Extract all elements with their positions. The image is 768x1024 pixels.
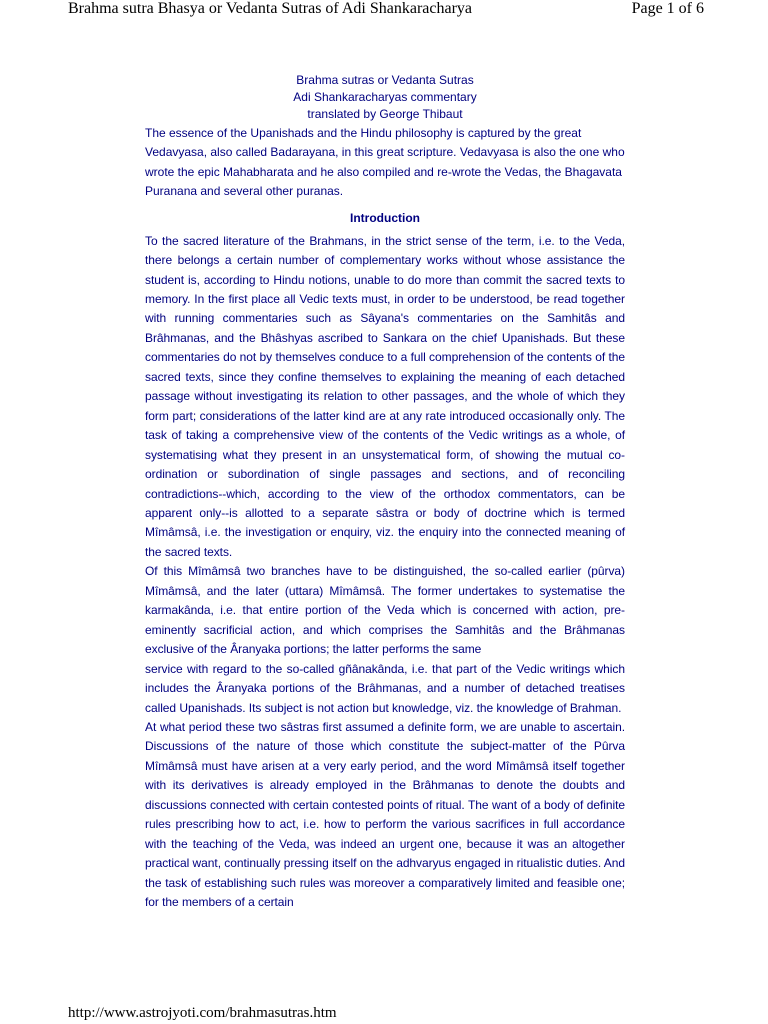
page-header: [68, 0, 704, 22]
document-title: Brahma sutra Bhasya or Vedanta Sutras of Adi Shankaracharya: [68, 0, 473, 17]
title-line-2: Adi Shankaracharyas commentary: [293, 90, 477, 104]
page-indicator: Page 1 of 6: [631, 0, 704, 17]
title-block: [145, 72, 625, 123]
title-line-3: translated by George Thibaut: [307, 107, 463, 121]
source-url: http://www.astrojyoti.com/brahmasutras.htm: [68, 1005, 337, 1021]
body-paragraph-3: service with regard to the so-called gñânakânda, i.e. that part of the Vedic writings which includes the Âranyaka portions of the Brâhmanas, and a number of detached treatises called Upanishads. Its subject is not action but knowledge, viz. the knowledge of Brahman.: [145, 661, 625, 715]
page-footer: [68, 1004, 337, 1022]
body-paragraph-2: Of this Mîmâmsâ two branches have to be distinguished, the so-called earlier (pûrva) Mîmâmsâ, and the later (uttara) Mîmâmsâ. The former undertakes to systematise the karmakânda, i.e. that entire portion of the Veda which is concerned with action, pre-eminently sacrificial action, and which comprises the Samhitâs and the Brâhmanas exclusive of the Âranyaka portions; the latter performs the same: [145, 564, 625, 657]
section-heading: Introduction: [350, 210, 420, 225]
intro-paragraph: The essence of the Upanishads and the Hindu philosophy is captured by the great Vedavyasa, also called Badarayana, in this great scripture. Vedavyasa is also the one who wrote the epic Mahabharata and he also compiled and re-wrote the Vedas, the Bhagavata Puranana and several other puranas.: [145, 126, 625, 199]
body-paragraph-1: To the sacred literature of the Brahmans, in the strict sense of the term, i.e. to the Veda, there belongs a certain number of complementary works without whose assistance the student is, according to Hindu notions, unable to do more than commit the sacred texts to memory. In the first place all Vedic texts must, in order to be understood, be read together with running commentaries such as Sâyana's commentaries on the Samhitâs and Brâhmanas, and the Bhâshyas ascribed to Sankara on the chief Upanishads. But these commentaries do not by themselves conduce to a full comprehension of the contents of the sacred texts, since they confine themselves to explaining the meaning of each detached passage without investigating its relation to other passages, and the whole of which they form part; considerations of the latter kind are at any rate introduced occasionally only. The task of taking a comprehensive view of the contents of the Vedic writings as a whole, of systematising what they present in an unsystematical form, of showing the mutual co-ordination or subordination of single passages and sections, and of reconciling contradictions--which, according to the view of the orthodox commentators, can be apparent only--is allotted to a separate sâstra or body of doctrine which is termed Mîmâmsâ, i.e. the investigation or enquiry, viz. the enquiry into the connected meaning of the sacred texts.: [145, 233, 625, 559]
document-body: [145, 72, 625, 912]
body-paragraph-4: At what period these two sâstras first assumed a definite form, we are unable to ascertain. Discussions of the nature of those which constitute the subject-matter of the Pûrva Mîmâmsâ must have arisen at a very early period, and the word Mîmâmsâ itself together with its derivatives is already employed in the Brâhmanas to denote the doubts and discussions connected with certain contested points of ritual. The want of a body of definite rules prescribing how to act, i.e. how to perform the various sacrifices in full accordance with the teaching of the Veda, was indeed an urgent one, because it was an altogether practical want, continually pressing itself on the adhvaryus engaged in ritualistic duties. And the task of establishing such rules was moreover a comparatively limited and feasible one; for the members of a certain: [145, 719, 625, 910]
title-line-1: Brahma sutras or Vedanta Sutras: [296, 73, 474, 87]
